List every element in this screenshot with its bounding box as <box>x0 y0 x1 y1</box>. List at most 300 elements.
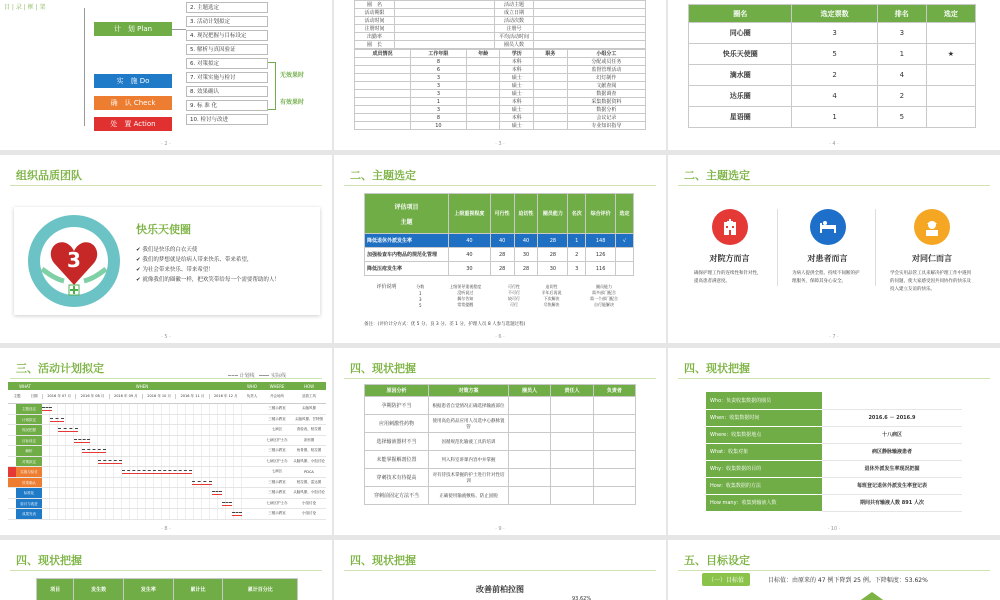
member-table <box>354 49 646 130</box>
phase-cell <box>8 415 16 425</box>
table-cell: 硕士 <box>500 74 534 82</box>
table-cell: 3 <box>792 23 877 44</box>
title-underline <box>10 185 322 186</box>
phase-check[interactable]: 确 认 Check <box>94 96 172 110</box>
table-cell: 3 <box>568 262 586 276</box>
how-cell: 头脑风暴、小组讨论 <box>293 490 325 495</box>
plan-bar <box>212 491 222 492</box>
task-name: 实施与检讨 <box>16 467 42 477</box>
slide-team-info[interactable] <box>334 0 666 150</box>
note-no-effect: 无效果时 <box>280 72 305 79</box>
table-cell: 40 <box>490 234 514 248</box>
month-header: 2016 年 12 月 <box>209 394 242 399</box>
step-item[interactable]: 9. 标 准 化 <box>186 100 268 111</box>
actual-bar <box>74 442 90 443</box>
slide-title: 四、现状把握 <box>350 554 416 567</box>
table-cell: 半年后再说 <box>541 290 562 295</box>
table-cell: 6 <box>410 66 466 74</box>
table-row <box>355 82 646 90</box>
how-cell: 头脑风暴 <box>302 406 316 411</box>
table-cell: 偶尔告知 <box>457 296 474 301</box>
pareto-top-value: 93.62% <box>572 596 592 600</box>
table-cell <box>466 74 500 82</box>
table-row <box>365 487 636 505</box>
table-cell: 3 <box>410 90 466 98</box>
step-item[interactable]: 7. 对策实施与检讨 <box>186 72 268 83</box>
bed-icon <box>810 209 846 245</box>
where-cell: 三楼示教室 <box>268 448 286 453</box>
table-row <box>355 17 646 25</box>
table-cell <box>364 302 409 308</box>
table-row <box>706 426 962 443</box>
plan-bar <box>42 407 52 408</box>
slide-title: 四、现状把握 <box>350 362 416 375</box>
table-cell: 孕期防护不当 <box>365 397 429 415</box>
table-cell: 40 <box>514 234 538 248</box>
gantt-row <box>8 467 326 478</box>
slide-circle-name-vote[interactable] <box>668 0 1000 150</box>
table-cell: 8 <box>410 58 466 66</box>
task-name: 主题选定 <box>16 404 42 414</box>
table-cell <box>466 122 500 130</box>
plan-bar <box>192 481 212 482</box>
timeline-cell <box>42 436 242 446</box>
table-cell: 5 <box>877 107 926 128</box>
intro-panel <box>14 207 320 315</box>
table-cell: 常常提醒 <box>457 302 474 307</box>
card-text: 学会实用品管工具来解决护理工作中遇到的问题，使大家感受因共同协作的快乐及投入建立友谊的快乐。 <box>890 271 971 292</box>
table-cell: 注册号 <box>494 25 534 33</box>
table-cell: 4 <box>877 65 926 86</box>
table-cell: ★ <box>926 44 975 65</box>
table-cell <box>394 17 494 25</box>
table-cell: 自行能解决 <box>593 302 614 307</box>
timeline-cell <box>42 446 242 456</box>
plan-bar <box>98 460 122 461</box>
vote-table <box>688 4 976 128</box>
page-number: · 6 · <box>495 334 505 340</box>
legend-planned: 计划线 <box>239 373 255 379</box>
actual-bar <box>98 463 122 464</box>
timeline-cell <box>42 488 242 498</box>
bullet-text: 就像我们的圈徽一样，把欢笑带给每一个需要帮助的人！ <box>142 277 280 283</box>
table-cell: 需一个部门配合 <box>589 296 618 301</box>
phase-do[interactable]: 实 施 Do <box>94 74 172 88</box>
table-cell: 可行性 <box>507 283 520 289</box>
table-cell <box>466 82 500 90</box>
table-row <box>355 74 646 82</box>
how-cell: 小组讨论 <box>302 500 316 505</box>
slide-countermeasures[interactable] <box>334 348 666 535</box>
bullet-item: ✔ 我们的梦想就是给病人带来快乐、带来希望， <box>136 257 253 263</box>
legend-side-label: 评价说明 <box>376 284 397 290</box>
step-item[interactable]: 3. 活动计划拟定 <box>186 16 268 27</box>
table-cell: 平均活动时间 <box>494 33 534 41</box>
sub-header: 日期 <box>30 394 38 398</box>
table-cell: 30 <box>514 248 538 262</box>
slide-title: 三、活动计划拟定 <box>16 362 104 375</box>
timeline-cell <box>42 415 242 425</box>
table-cell: 退休外派发生率现况把握 <box>822 460 962 477</box>
table-row <box>689 107 976 128</box>
table-row <box>355 33 646 41</box>
slide-theme-significance[interactable] <box>668 155 1000 343</box>
table-row <box>706 477 962 494</box>
table-cell: 5 <box>418 302 422 308</box>
col-header: 选定 <box>926 5 975 23</box>
table-cell <box>616 248 634 262</box>
table-cell: 2 <box>877 86 926 107</box>
table-cell <box>551 469 593 487</box>
table-row <box>365 262 634 276</box>
table-row <box>365 234 634 248</box>
how-cell: 小组讨论 <box>302 511 316 516</box>
table-cell: 穿刺前固定方法不当 <box>365 487 429 505</box>
table-cell <box>466 114 500 122</box>
table-cell: 28 <box>490 248 514 262</box>
table-cell: 28 <box>538 234 568 248</box>
phase-cell <box>8 425 16 435</box>
table-cell <box>534 66 568 74</box>
scoring-note: 备注：(评价计分方式：优 5 分、良 3 分、差 1 分，护理人员 8 人参与选题过程) <box>364 322 526 327</box>
table-cell <box>534 106 568 114</box>
table-cell <box>926 86 975 107</box>
phase-plan[interactable]: 计 划 Plan <box>94 22 172 36</box>
table-cell: 活动主题 <box>494 1 534 9</box>
slide-status-table[interactable] <box>0 540 332 600</box>
title-underline <box>344 378 656 379</box>
bullet-text: 为社会带来快乐、带来希望！ <box>142 267 214 273</box>
actual-bar <box>222 505 232 506</box>
table-cell: Who：负责收集数据的圈员 <box>706 392 822 409</box>
table-cell: Why：收集数据的目的 <box>706 460 822 477</box>
table-cell: 分配或员任务 <box>567 58 645 66</box>
actual-bar <box>82 452 106 453</box>
where-cell: 三楼示教室 <box>268 479 286 484</box>
table-cell <box>466 66 500 74</box>
table-cell: 降低压疮发生率 <box>365 262 449 276</box>
table-cell <box>466 58 500 66</box>
table-cell: 圈 长 <box>355 41 395 49</box>
col-header: 发生数 <box>74 579 124 600</box>
table-cell: 圈员能力 <box>595 283 612 289</box>
table-row <box>689 86 976 107</box>
legend-actual: 实际线 <box>270 373 286 379</box>
where-cell: 七病区 <box>271 469 283 474</box>
timeline-cell <box>42 478 242 488</box>
table-cell <box>355 114 411 122</box>
where-cell: 三楼示教室 <box>268 406 286 411</box>
loop-connector <box>268 62 276 110</box>
timeline-cell <box>42 499 242 509</box>
col-header: 圈名 <box>689 5 792 23</box>
table-cell: 滴水圈 <box>689 65 792 86</box>
header-left: 主题 <box>400 218 413 226</box>
bullet-item: ✔ 就像我们的圈徽一样，把欢笑带给每一个需要帮助的人！ <box>136 277 280 283</box>
gantt-row <box>8 457 326 468</box>
month-headers <box>42 394 242 399</box>
gantt-row <box>8 425 326 436</box>
table-cell <box>509 469 551 487</box>
table-cell: 监督管理活动 <box>567 66 645 74</box>
table-cell <box>466 106 500 114</box>
table-cell <box>534 74 568 82</box>
table-cell: 采集数据资料 <box>567 98 645 106</box>
table-cell <box>534 25 646 33</box>
table-cell <box>394 1 494 9</box>
table-cell: 2 <box>568 248 586 262</box>
table-cell <box>593 487 635 505</box>
chart-title: 改善前柏拉图 <box>476 585 524 594</box>
table-row <box>365 433 636 451</box>
step-item[interactable]: 4. 现况把握与目标设定 <box>186 30 268 41</box>
table-cell: 10 <box>410 122 466 130</box>
table-cell: 上级领导重视程度 <box>449 283 482 289</box>
table-cell: √ <box>616 234 634 248</box>
slide-title: 二、主题选定 <box>684 169 750 182</box>
table-cell <box>466 98 500 106</box>
table-cell: 对有待技术掌握的护士进行针对性培训 <box>429 469 509 487</box>
table-cell <box>394 9 494 17</box>
gantt-row <box>8 446 326 457</box>
table-row <box>355 9 646 17</box>
gantt-row <box>8 478 326 489</box>
sub-header: 开会场所 <box>270 394 284 398</box>
card-hospital <box>688 209 778 286</box>
table-cell: 不可行 <box>507 290 520 295</box>
page-number: · 8 · <box>161 526 171 532</box>
table-cell <box>509 415 551 433</box>
col-header: 圈员能力 <box>538 194 568 234</box>
table-cell <box>355 66 411 74</box>
table-cell: 幻灯制作 <box>567 74 645 82</box>
table-row <box>364 302 634 308</box>
table-cell <box>551 397 593 415</box>
col-header: 名次 <box>568 194 586 234</box>
table-cell: 达乐圈 <box>689 86 792 107</box>
title-underline <box>678 185 990 186</box>
plan-bar <box>74 439 90 440</box>
slide-theme-scoring[interactable] <box>334 155 666 343</box>
table-row <box>365 248 634 262</box>
note-effect: 有效果时 <box>280 99 305 106</box>
bullet-item: ✔ 为社会带来快乐、带来希望！ <box>136 267 214 273</box>
where-cell: 三楼示教室 <box>268 511 286 516</box>
table-cell: 较可行 <box>507 296 520 301</box>
table-cell <box>355 74 411 82</box>
status-table <box>36 578 298 600</box>
plan-bar <box>50 418 64 419</box>
table-cell <box>534 122 568 130</box>
phase-cell <box>8 509 16 519</box>
where-cell: 七病区 <box>271 427 283 432</box>
gantt-row <box>8 499 326 510</box>
slide-pdca-outline[interactable] <box>0 0 332 150</box>
table-cell: 注册时间 <box>355 25 395 33</box>
table-cell: Where：收集数据地点 <box>706 426 822 443</box>
table-row <box>355 25 646 33</box>
table-cell <box>551 451 593 469</box>
phase-action[interactable]: 处 置 Action <box>94 117 172 131</box>
page-number: · 9 · <box>495 526 505 532</box>
table-cell: 使用高危药品应用人员选中心静脉置管 <box>429 415 509 433</box>
plan-bar <box>222 502 232 503</box>
col-header: 上级重视程度 <box>449 194 491 234</box>
table-row <box>365 469 636 487</box>
slide-pareto[interactable] <box>334 540 666 600</box>
table-cell <box>593 433 635 451</box>
col-header: 发生率 <box>123 579 173 600</box>
table-row <box>365 397 636 415</box>
table-cell: 2016.6 － 2016.9 <box>822 409 962 426</box>
phase-cell <box>8 457 16 467</box>
where-cell: 七病区护士办 <box>266 500 288 505</box>
table-cell: 每班登记退休外派发生率登记表 <box>822 477 962 494</box>
table-row <box>355 58 646 66</box>
page-number: · 5 · <box>161 334 171 340</box>
table-cell <box>355 106 411 114</box>
table-row <box>355 122 646 130</box>
table-cell <box>593 397 635 415</box>
gantt-row <box>8 404 326 415</box>
table-row <box>355 106 646 114</box>
table-cell <box>509 487 551 505</box>
table-cell: 文献查阅 <box>567 82 645 90</box>
table-cell: 会议记录 <box>567 114 645 122</box>
step-item[interactable]: 5. 解析与真因验证 <box>186 44 268 55</box>
table-cell <box>593 451 635 469</box>
phase-cell <box>8 404 16 414</box>
plan-bar <box>122 470 192 471</box>
countermeasure-table <box>364 384 636 505</box>
slide-title: 五、目标设定 <box>684 554 750 567</box>
table-cell: 根据患者自觉情况正确选择输液部位 <box>429 397 509 415</box>
table-cell <box>355 82 411 90</box>
table-cell: 穿刺技术有待提高 <box>365 469 429 487</box>
table-cell <box>394 41 494 49</box>
table-cell: 本科 <box>500 98 534 106</box>
step-item[interactable]: 2. 主题选定 <box>186 2 268 13</box>
table-cell <box>926 23 975 44</box>
table-cell: 快乐天使圈 <box>689 44 792 65</box>
slide-team-intro[interactable] <box>0 155 332 343</box>
actual-bar <box>58 431 78 432</box>
table-cell: 硕士 <box>500 122 534 130</box>
table-row <box>706 460 962 477</box>
table-cell: 4 <box>792 86 877 107</box>
table-cell: 148 <box>586 234 616 248</box>
slide-5w2h[interactable] <box>668 348 1000 535</box>
col-header: 原因分析 <box>365 385 429 397</box>
task-name: 计划拟定 <box>16 415 42 425</box>
table-cell <box>534 41 646 49</box>
plan-bar <box>82 449 106 450</box>
col-header: 职务 <box>534 50 568 58</box>
table-cell: 活动期限 <box>355 9 395 17</box>
slide-title: 二、主题选定 <box>350 169 416 182</box>
slide-target[interactable] <box>668 540 1000 600</box>
corner-header <box>365 194 449 234</box>
task-name: 目标设定 <box>16 436 42 446</box>
table-cell: 数据调查 <box>567 90 645 98</box>
sub-header: 主题 <box>13 394 21 398</box>
target-tag: （一）目标值 <box>702 573 750 586</box>
table-cell: 圈员人数 <box>494 41 534 49</box>
card-heading: 对同仁而言 <box>912 254 952 263</box>
table-cell: 本科 <box>500 66 534 74</box>
gantt-row <box>8 488 326 499</box>
gantt-chart <box>8 382 326 522</box>
target-chart-peak <box>858 592 886 600</box>
table-cell <box>509 397 551 415</box>
table-row <box>365 451 636 469</box>
table-cell <box>616 262 634 276</box>
table-cell: 加强检查车内物品的规范化管理 <box>365 248 449 262</box>
slide-activity-plan[interactable] <box>0 348 332 535</box>
where-cell: 三楼示教室 <box>268 490 286 495</box>
table-cell: 40 <box>449 248 491 262</box>
table-cell <box>355 122 411 130</box>
legend-planned-line <box>228 375 238 376</box>
table-cell: 1 <box>568 234 586 248</box>
table-cell: 30 <box>449 262 491 276</box>
col-header: 选定 <box>616 194 634 234</box>
table-cell: 期间共有输液人数 891 人次 <box>822 494 962 511</box>
table-cell: 同心圈 <box>689 23 792 44</box>
table-row <box>689 65 976 86</box>
slide-title: 四、现状把握 <box>684 362 750 375</box>
sub-header: 品管工具 <box>302 394 316 398</box>
table-cell <box>593 469 635 487</box>
where-cell: 七病区护士办 <box>266 458 288 463</box>
step-list <box>186 2 268 128</box>
timeline-cell <box>42 457 242 467</box>
table-cell <box>534 1 646 9</box>
timeline-cell <box>42 509 242 519</box>
month-header: 2016 年 09 月 <box>109 394 142 399</box>
table-row <box>689 23 976 44</box>
table-cell: 可行 <box>509 302 518 307</box>
page-number: · 2 · <box>161 141 171 147</box>
task-name: 解析 <box>16 446 42 456</box>
month-header: 2016 年 08 月 <box>75 394 108 399</box>
page-number: · 7 · <box>829 334 839 340</box>
step-item[interactable]: 8. 效果确认 <box>186 86 268 97</box>
table-cell: 3 <box>877 23 926 44</box>
table-cell: 因循规范化输液工具的培训 <box>429 433 509 451</box>
table-cell: 需多部门配合 <box>591 290 616 295</box>
table-cell <box>534 58 568 66</box>
target-text: 目标值：由原来的 47 例下降到 25 例。下降幅度：53.62% <box>768 577 928 584</box>
table-row <box>365 415 636 433</box>
card-text: 为病人提供全程、持续不间断的护理服务，保障其身心安全。 <box>792 271 860 284</box>
col-header: 累计比 <box>173 579 223 600</box>
page-number: · 3 · <box>495 141 505 147</box>
scoring-legend <box>364 283 634 308</box>
header-when: WHEN <box>135 383 149 389</box>
table-cell: When：收集数据时间 <box>706 409 822 426</box>
slide-title: 组织品质团队 <box>16 169 82 182</box>
table-cell: 出勤率 <box>355 33 395 41</box>
table-cell <box>466 90 500 98</box>
timeline-cell <box>42 404 242 414</box>
col-header: 排名 <box>877 5 926 23</box>
step-item[interactable]: 10. 检讨与改进 <box>186 114 268 125</box>
table-cell: 圈 名 <box>355 1 395 9</box>
team-logo <box>28 215 120 307</box>
step-item[interactable]: 6. 对策拟定 <box>186 58 268 69</box>
col-header: 可行性 <box>490 194 514 234</box>
